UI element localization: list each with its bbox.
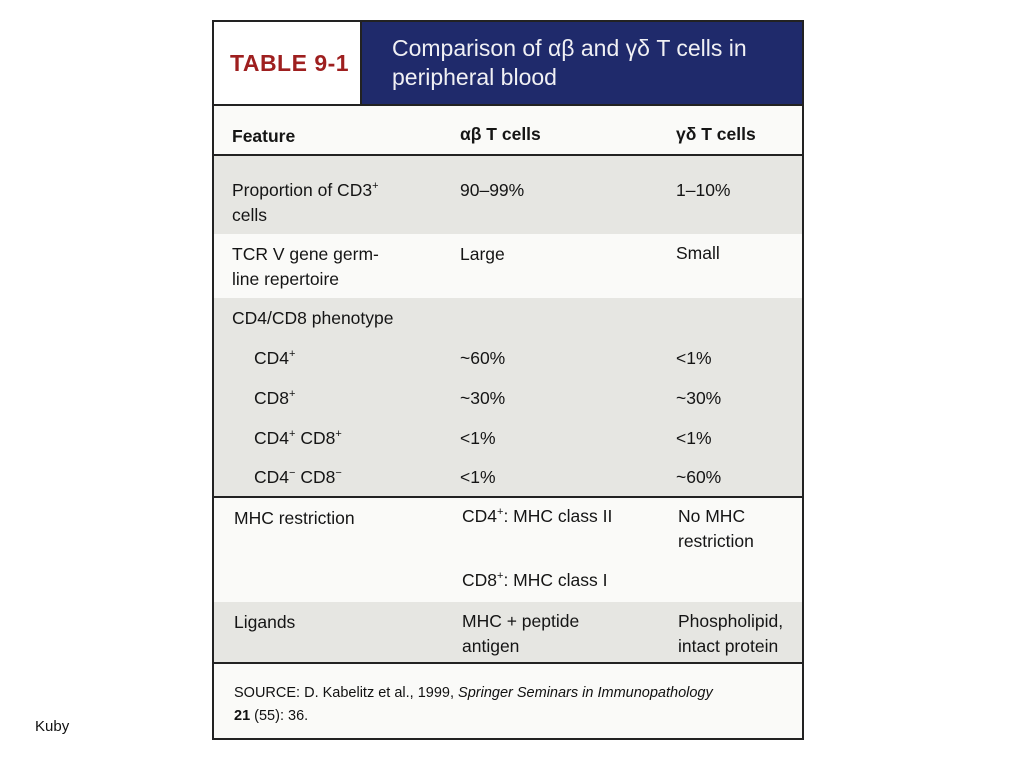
ab-value: Large (460, 244, 505, 264)
header-rule (214, 104, 802, 106)
ab-value: 90–99% (460, 180, 525, 200)
ab-value-line-2: CD8+: MHC class I (462, 570, 608, 590)
subfeature-cell: CD4+ CD8+ (254, 428, 342, 448)
feature-cell: Proportion of CD3+ (232, 180, 379, 200)
gd-value-line-2: intact protein (678, 636, 779, 656)
gd-value: Small (676, 243, 720, 263)
subfeature-cell: CD8+ (254, 388, 296, 408)
gd-value: <1% (676, 348, 712, 368)
caption-line-2: peripheral blood (392, 64, 557, 90)
caption-line-1: Comparison of αβ and γδ T cells in (392, 35, 747, 61)
table-caption (362, 22, 802, 104)
column-header-gd: γδ T cells (676, 124, 756, 144)
gd-value: No MHC (678, 506, 746, 526)
ab-value-line-2: antigen (462, 636, 520, 656)
feature-cell-line-2: cells (232, 205, 268, 225)
feature-cell: TCR V gene germ- (232, 244, 379, 264)
gd-value: <1% (676, 428, 712, 448)
ab-value: <1% (460, 428, 496, 448)
gd-value: 1–10% (676, 180, 731, 200)
column-header-ab: αβ T cells (460, 124, 541, 144)
subfeature-cell: CD4− CD8− (254, 467, 342, 487)
ab-value: ~30% (460, 388, 506, 408)
table-header (214, 22, 802, 104)
source-citation: SOURCE: D. Kabelitz et al., 1999, Springer Seminars in Immunopathology 21 (55): 36. (234, 685, 713, 724)
ab-value: ~60% (460, 348, 506, 368)
table-frame (212, 20, 804, 740)
footer-rule (214, 662, 802, 664)
table-number: TABLE 9-1 (214, 22, 362, 104)
column-header-feature: Feature (232, 126, 296, 146)
gd-value: Phospholipid, (678, 611, 784, 631)
ab-value: <1% (460, 467, 496, 487)
gd-value: ~30% (676, 388, 722, 408)
row-rule (214, 496, 802, 498)
feature-cell-line-2: line repertoire (232, 269, 339, 289)
gd-value: ~60% (676, 467, 722, 487)
column-header-rule (214, 154, 802, 156)
feature-cell: CD4/CD8 phenotype (232, 308, 394, 328)
feature-cell: Ligands (234, 612, 296, 632)
gd-value-line-2: restriction (678, 531, 754, 551)
ab-value: MHC + peptide (462, 611, 580, 631)
footer-label: Kuby (35, 718, 70, 735)
subfeature-cell: CD4+ (254, 348, 296, 368)
feature-cell: MHC restriction (234, 508, 355, 528)
ab-value: CD4+: MHC class II (462, 506, 613, 526)
